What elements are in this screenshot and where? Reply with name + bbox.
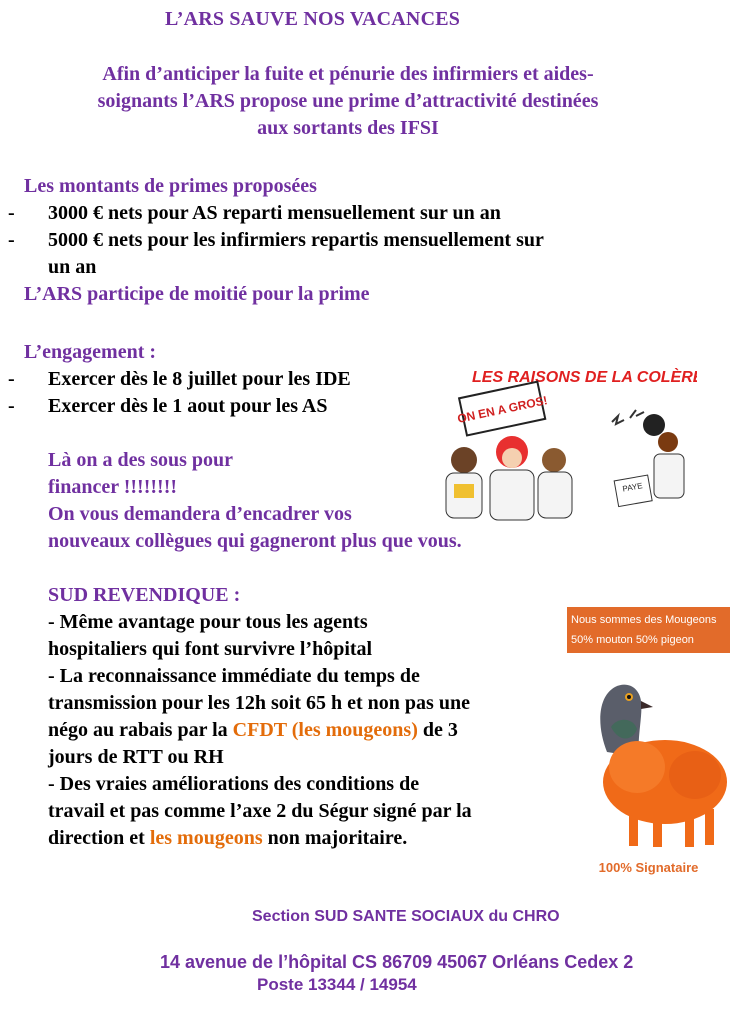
intro-paragraph <box>28 61 668 142</box>
sud-text: négo au rabais par la <box>48 719 233 741</box>
sud-line: - Des vraies améliorations des conditions de <box>48 773 420 795</box>
sud-line: travail et pas comme l’axe 2 du Ségur signé par la <box>48 800 472 822</box>
engagement-item <box>8 366 351 393</box>
engagement-item-text: Exercer dès le 1 aout pour les AS <box>48 395 328 417</box>
primes-item <box>8 200 501 227</box>
primes-item-continuation: un an <box>48 256 97 278</box>
engagement-item <box>8 393 327 420</box>
footer-section: Section SUD SANTE SOCIAUX du CHRO <box>252 908 560 925</box>
footer-poste: Poste 13344 / 14954 <box>257 975 417 994</box>
sud-line: - La reconnaissance immédiate du temps de <box>48 665 420 687</box>
bullet-dash: - <box>8 368 15 390</box>
engagement-heading: L’engagement : <box>24 341 157 363</box>
intro-line: soignants l’ARS propose une prime d’attractivité destinées <box>97 90 599 112</box>
cartoon-caption: LES RAISONS DE LA COLÈRE ! <box>472 369 697 386</box>
remark-line: nouveaux collègues qui gagneront plus que vous. <box>48 530 462 552</box>
sud-text: direction et <box>48 827 150 849</box>
sud-text: de 3 <box>417 719 458 741</box>
sud-heading: SUD REVENDIQUE : <box>48 584 241 606</box>
mougeon-footer: 100% Signataire <box>598 860 699 875</box>
bullet-dash: - <box>8 395 15 417</box>
primes-item-text: 5000 € nets pour les infirmiers repartis mensuellement sur <box>48 229 544 251</box>
sud-line <box>48 825 472 852</box>
intro-line: Afin d’anticiper la fuite et pénurie des infirmiers et aides- <box>102 63 594 85</box>
engagement-item-text: Exercer dès le 8 juillet pour les IDE <box>48 368 351 390</box>
page-title: L’ARS SAUVE NOS VACANCES <box>165 8 461 30</box>
mougeon-banner-line: Nous sommes des Mougeons <box>571 614 717 626</box>
remark-line: Là on a des sous pour <box>48 449 234 471</box>
remark-paragraph <box>48 447 462 555</box>
cartoon-sign-text: ON EN A GROS! <box>456 393 549 426</box>
bullet-dash: - <box>8 202 15 224</box>
mougeon-svg <box>567 657 730 857</box>
sud-line: jours de RTT ou RH <box>48 746 224 768</box>
primes-heading: Les montants de primes proposées <box>24 175 317 197</box>
sud-line: hospitaliers qui font survivre l’hôpital <box>48 638 373 660</box>
sud-text: non majoritaire. <box>262 827 408 849</box>
sud-line <box>48 717 472 744</box>
intro-line: aux sortants des IFSI <box>257 117 439 139</box>
footer-address: 14 avenue de l’hôpital CS 86709 45067 Orléans Cedex 2 <box>160 952 634 972</box>
primes-item-text: 3000 € nets pour AS reparti mensuellement sur un an <box>48 202 501 224</box>
mougeon-illustration <box>567 607 730 877</box>
remark-line: financer !!!!!!!! <box>48 476 178 498</box>
cartoon-svg <box>432 360 697 530</box>
sud-line: transmission pour les 12h soit 65 h et non pas une <box>48 692 470 714</box>
sud-line: - Même avantage pour tous les agents <box>48 611 368 633</box>
sud-demands <box>48 609 472 852</box>
bullet-dash: - <box>8 229 15 251</box>
primes-note: L’ARS participe de moitié pour la prime <box>24 283 370 305</box>
cartoon-paye-text: PAYE <box>621 481 644 494</box>
mougeon-banner-line: 50% mouton 50% pigeon <box>571 634 694 646</box>
primes-item <box>8 227 544 254</box>
sud-highlight-cfdt: CFDT (les mougeons) <box>232 719 418 741</box>
sud-highlight-mougeons: les mougeons <box>149 827 263 849</box>
mougeon-banner <box>567 607 730 653</box>
remark-line: On vous demandera d’encadrer vos <box>48 503 352 525</box>
cartoon-illustration <box>432 360 697 530</box>
